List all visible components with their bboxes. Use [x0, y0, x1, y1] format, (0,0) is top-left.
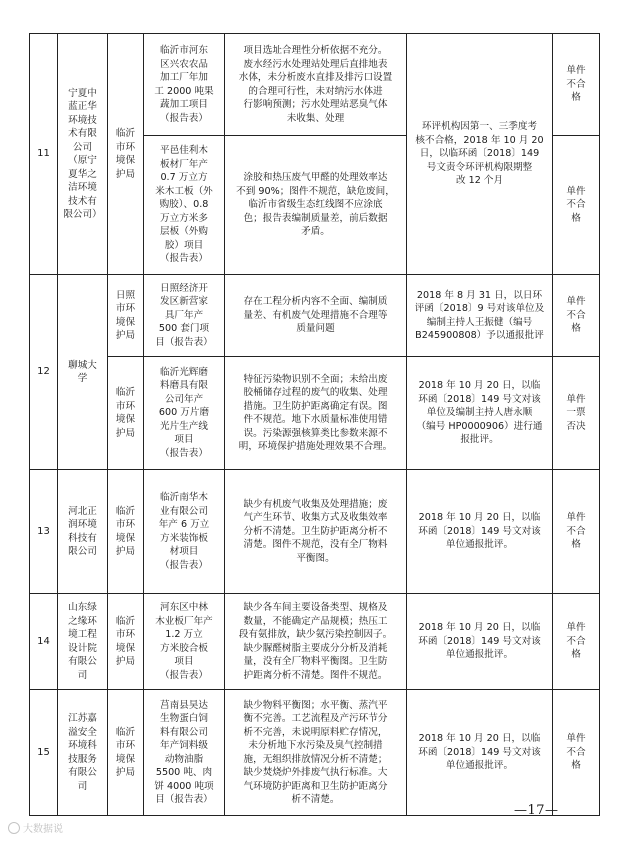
unit-name: 聊城大 学 — [58, 275, 108, 470]
authority: 临沂 市环 境保 护局 — [108, 357, 144, 470]
authority: 临沂 市环 境保 护局 — [108, 34, 144, 275]
result: 单件 一票 否决 — [553, 357, 600, 470]
issues: 缺少物料平衡图；水平衡、蒸汽平 衡不完善。工艺流程及产污环节分 析不完善，未说明原料贮存情况， 未分析地下水污染及臭气控制措 施，无组织排放情况分析不清楚； 缺少焚烧炉外排废气执行标准。大 气环境防护距离和卫生防护距离分 析不清楚。 — [225, 690, 407, 816]
project-name: 临沂光辉磨 料磨具有限 公司年产 600 万片磨 光片生产线 项目 （报告表） — [144, 357, 225, 470]
table-row — [30, 34, 600, 136]
unit-name: 江苏嘉 溢安全 环境科 技服务 有限公 司 — [58, 690, 108, 816]
measures: 2018 年 10 月 20 日，以临 环函〔2018〕149 号文对该 单位通报批评。 — [407, 690, 553, 816]
row-number: 11 — [30, 34, 58, 275]
issues: 特征污染物识别不全面；未给出废 胶桶储存过程的废气的收集、处理 措施。卫生防护距离确定有误。图 件不规范。地下水质量标准使用错 误。污染源强核算类比参数来源不 明，环境保护措施处理效果不合理。 — [225, 357, 407, 470]
row-number: 15 — [30, 690, 58, 816]
table-row — [30, 357, 600, 470]
measures: 2018 年 8 月 31 日，以日环 评函〔2018〕9 号对该单位及 编制主持人王振健（编号 B245900808）予以通报批评 — [407, 275, 553, 357]
unit-name: 山东绿 之缘环 境工程 设计院 有限公 司 — [58, 594, 108, 690]
result: 单件 不合 格 — [553, 594, 600, 690]
project-name: 平邑佳利木 板材厂年产 0.7 万立方 米木工板（外 购胶）、0.8 万立方米多 层板（外购 胶）项目 （报告表） — [144, 136, 225, 275]
row-number: 14 — [30, 594, 58, 690]
issues: 存在工程分析内容不全面、编制质 量差、有机废气处理措施不合理等 质量问题 — [225, 275, 407, 357]
unit-name: 河北正 润环境 科技有 限公司 — [58, 470, 108, 594]
violation-table — [29, 33, 600, 816]
issues: 缺少有机废气收集及处理措施；废 气产生环节、收集方式及收集效率 分析不清楚。卫生防护距离分析不 清楚。图件不规范，没有全厂物料 平衡图。 — [225, 470, 407, 594]
project-name: 河东区中林 木业板厂年产 1.2 万立 方米胶合板 项目 （报告表） — [144, 594, 225, 690]
issues: 涂胶和热压废气甲醛的处理效率达 不到 90%；图件不规范，缺危废间， 临沂市省级生态红线图不应涂底 色；报告表编制质量差，前后数据 矛盾。 — [225, 136, 407, 275]
authority: 临沂 市环 境保 护局 — [108, 470, 144, 594]
table-row — [30, 594, 600, 690]
project-name: 莒南县昊达 生物蛋白饲 料有限公司 年产饲料级 动物油脂 5500 吨、肉 饼 4000 吨项 目（报告表） — [144, 690, 225, 816]
project-name: 临沂南华木 业有限公司 年产 6 万立 方米装饰板 材项目 （报告表） — [144, 470, 225, 594]
issues: 项目选址合理性分析依据不充分。 废水经污水处理站处理后直排地表 水体，未分析废水直排及排污口设置 的合理可行性，未对纳污水体进 行影响预测；污水处理站恶臭气体 未收集、处理 — [225, 34, 407, 136]
authority: 临沂 市环 境保 护局 — [108, 594, 144, 690]
measures: 环评机构因第一、三季度考 核不合格，2018 年 10 月 20 日，以临环函〔2018〕149 号文责令环评机构限期整 改 12 个月 — [407, 34, 553, 275]
row-number: 12 — [30, 275, 58, 470]
watermark-logo-icon — [8, 822, 20, 834]
result: 单件 不合 格 — [553, 34, 600, 136]
issues: 缺少各车间主要设备类型、规格及 数量，不能确定产品规模；热压工 段有氨排放，缺少氨污染控制因子。 缺少脲醛树脂主要成分分析及消耗 量，没有全厂物料平衡图。卫生防 护距离分析不清楚。图件不规范。 — [225, 594, 407, 690]
table-row — [30, 275, 600, 357]
authority: 日照 市环 境保 护局 — [108, 275, 144, 357]
page-number: —17— — [514, 803, 559, 818]
project-name: 临沂市河东 区兴农农品 加工厂年加 工 2000 吨果 蔬加工项目 （报告表） — [144, 34, 225, 136]
unit-name: 宁夏中 蓝正华 环境技 术有限 公司 （原宁 夏华之 洁环境 技术有 限公司） — [58, 34, 108, 275]
row-number: 13 — [30, 470, 58, 594]
result: 单件 不合 格 — [553, 470, 600, 594]
result: 单件 不合 格 — [553, 275, 600, 357]
project-name: 日照经济开 发区新营家 具厂年产 500 套门项 目（报告表） — [144, 275, 225, 357]
measures: 2018 年 10 月 20 日，以临 环函〔2018〕149 号文对该 单位通报批评。 — [407, 470, 553, 594]
result: 单件 不合 格 — [553, 690, 600, 816]
measures: 2018 年 10 月 20 日，以临 环函〔2018〕149 号文对该 单位及编制主持人唐永顺 （编号 HP0000906）进行通 报批评。 — [407, 357, 553, 470]
watermark-text: 大数据说 — [23, 824, 63, 835]
table-row — [30, 690, 600, 816]
measures: 2018 年 10 月 20 日，以临 环函〔2018〕149 号文对该 单位通报批评。 — [407, 594, 553, 690]
result: 单件 不合 格 — [553, 136, 600, 275]
authority: 临沂 市环 境保 护局 — [108, 690, 144, 816]
table-row — [30, 470, 600, 594]
watermark — [8, 820, 63, 835]
